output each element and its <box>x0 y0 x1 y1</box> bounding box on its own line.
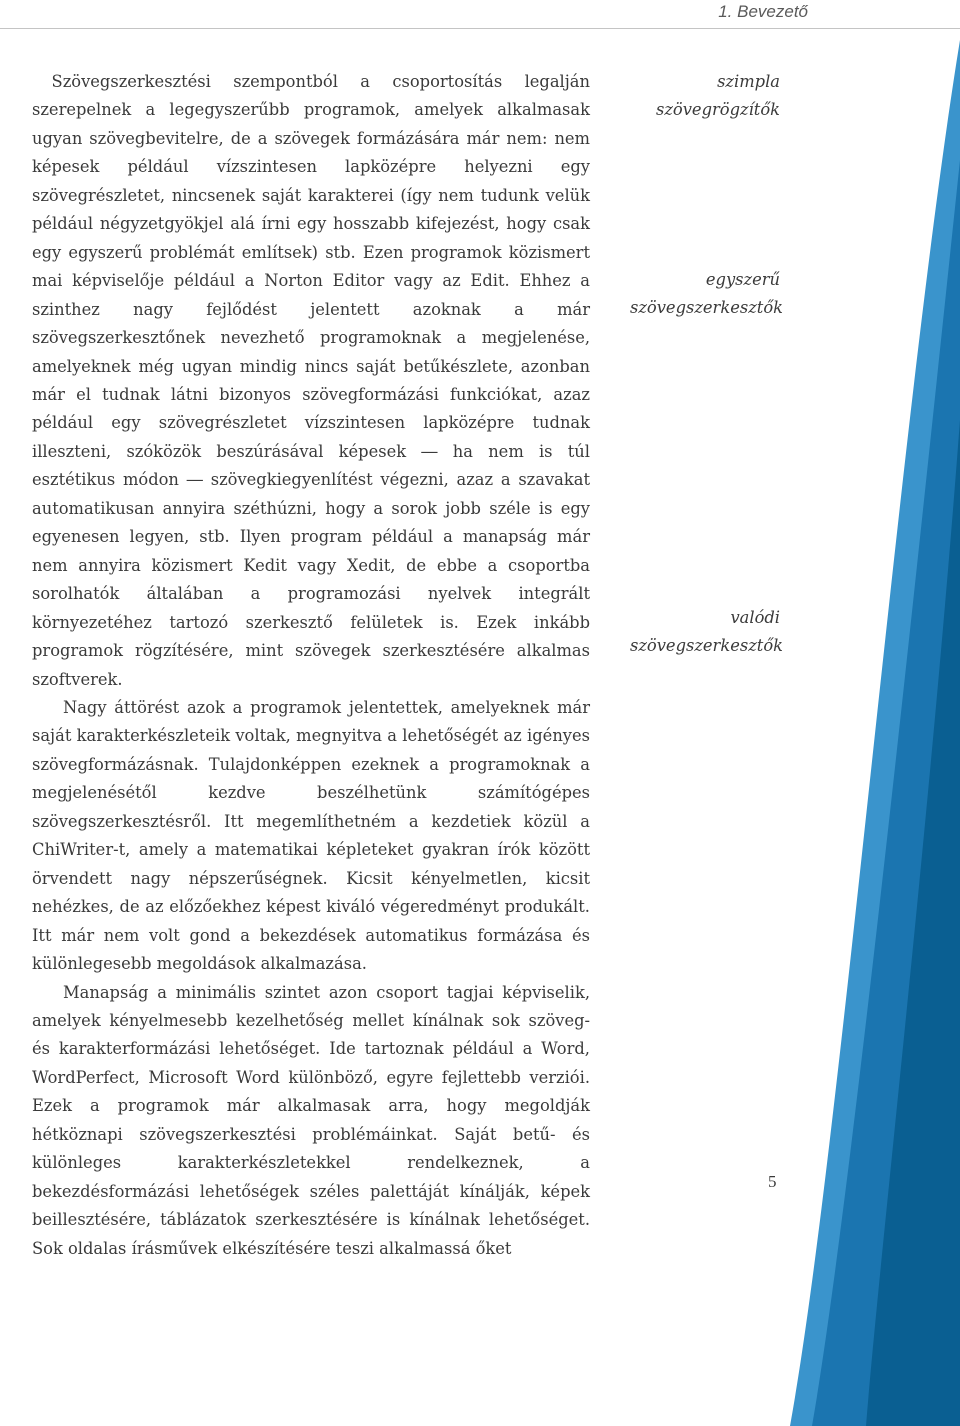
margin-note-szimpla: szimpla szövegrögzítők <box>656 72 780 119</box>
paragraph-1: Szövegszerkesztési szempontból a csoportosítás legalján szerepelnek a legegyszerűbb programok, amelyek alkalmasak ugyan szövegbevitelre, de a szövegek formázására már nem: nem képesek például vízszintesen lapközépre helyezni egy szövegrészletet, nincsenek saját karakterei (így nem tudunk velük például négyzetgyökjel alá írni egy hosszabb kifejezést, hogy csak egy egyszerű problémát említsek) stb. Ezen programok közismert mai képviselője például a Norton Editor vagy az Edit. Ehhez a szinthez nagy fejlődést jelentett azoknak a már szövegszerkesztőnek nevezhető programoknak a megjelenése, amelyeknek még ugyan mindig nincs saját betűkészlete, azonban már el tudnak látni bizonyos szövegformázási funkciókat, azaz például egy szövegrészletet vízszintesen lapközépre tudnak illeszteni, szóközök beszúrásával képesek ― ha nem is túl esztétikus módon ― szövegkiegyenlítést végezni, azaz a szavakat automatikusan annyira széthúzni, hogy a sorok jobb széle is egy egyenesen legyen, stb. Ilyen program például a manapság már nem annyira közismert Kedit vagy Xedit, de ebbe a csoportba sorolhatók általában a programozási nyelvek integrált környezetéhez tartozó szerkesztő felületek is. Ezek inkább programok rögzítésére, mint szövegek szerkesztésére alkalmas szoftverek. <box>32 72 590 689</box>
margin-note-valodi: valódi szövegszerkesztők <box>630 608 783 655</box>
swoosh-dark <box>866 420 960 1426</box>
running-header: 1. Bevezető <box>718 2 808 21</box>
swoosh-mid <box>812 160 960 1426</box>
margin-note-egyszeru: egyszerű szövegszerkesztők <box>630 270 783 317</box>
header-rule <box>0 28 960 29</box>
page-number: 5 <box>768 1172 777 1191</box>
main-text <box>32 68 590 1263</box>
swoosh-light <box>790 40 960 1426</box>
paragraph-2: Nagy áttörést azok a programok jelentettek, amelyeknek már saját karakterkészleteik voltak, megnyitva a lehetőségét az igényes szövegformázásnak. Tulajdonképpen ezeknek a programoknak a megjelenésétől kezdve beszélhetünk számítógépes szövegszerkesztésről. Itt megemlíthetném a kezdetiek közül a ChiWriter-t, amely a matematikai képleteket gyakran írók között örvendett nagy népszerűségnek. Kicsit kényelmetlen, kicsit nehézkes, de az előzőekhez képest kiváló végeredményt produkált. Itt már nem volt gond a bekezdések automatikus formázása és különlegesebb megoldások alkalmazása. <box>32 697 590 974</box>
paragraph-3: Manapság a minimális szintet azon csoport tagjai képviselik, amelyek kényelmesebb kezelhetőség mellet kínálnak sok szöveg- és karakterformázási lehetőséget. Ide tartoznak például a Word, WordPerfect, Microsoft Word különböző, egyre fejlettebb verziói. Ezek a programok már alkalmasak arra, hogy megoldják hétköznapi szövegszerkesztési problémáinkat. Saját betű- és különleges karakterkészletekkel rendelkeznek, a bekezdésformázási lehetőségek széles palettáját kínálják, képek beillesztésére, táblázatok szerkesztésére is kínálnak lehetőséget. Sok oldalas írásművek elkészítésére teszi alkalmassá őket <box>32 982 590 1258</box>
